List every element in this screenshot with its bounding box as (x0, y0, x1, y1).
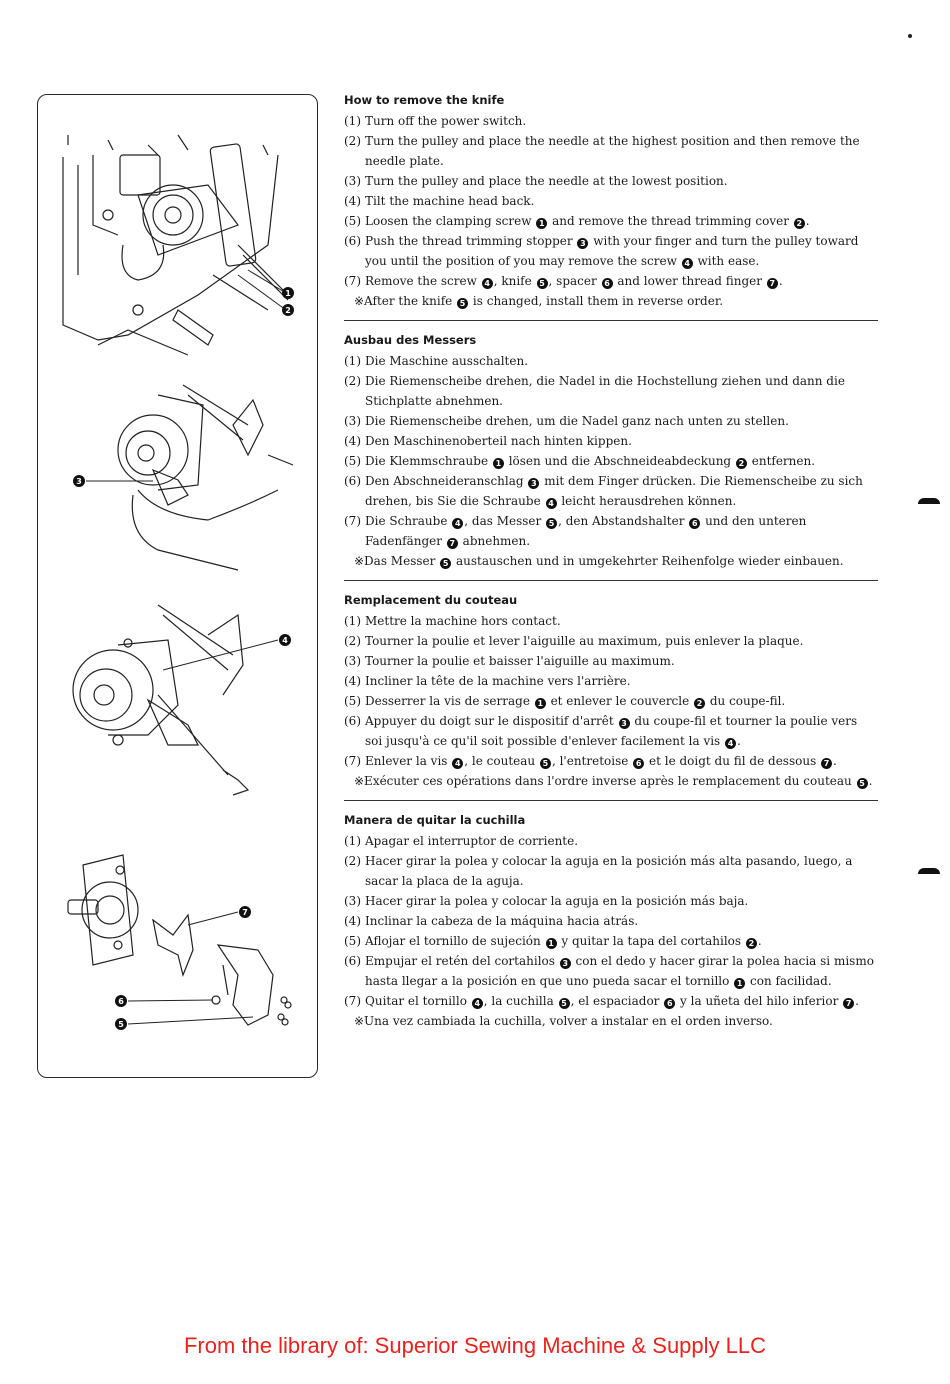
list-item: (5) Desserrer la vis de serrage 1 et enlever le couvercle 2 du coupe-fil. (344, 694, 786, 708)
callout-badge: 7 (821, 758, 832, 769)
callout-badge: 5 (537, 278, 548, 289)
machine-illustration (38, 95, 319, 1079)
divider (344, 800, 878, 801)
list-item: (4) Tilt the machine head back. (344, 194, 535, 208)
section-german (344, 332, 878, 571)
callout-badge: 4 (725, 738, 736, 749)
callout-badge: 4 (452, 518, 463, 529)
list-item: (4) Inclinar la cabeza de la máquina hacia atrás. (344, 914, 639, 928)
callout-badge: 2 (794, 218, 805, 229)
svg-text:3: 3 (76, 477, 82, 486)
list-item: (2) Turn the pulley and place the needle at the highest position and then remove the needle plate. (344, 134, 860, 168)
list-item: (7) Quitar el tornillo 4 , la cuchilla 5 , el espaciador 6 y la uñeta del hilo inferior 7 . (344, 994, 859, 1008)
list-item: (7) Die Schraube 4 , das Messer 5 , den Abstandshalter 6 und den unteren Fadenfänger 7 abnehmen. (344, 514, 807, 548)
callout-badge: 3 (619, 718, 630, 729)
list-item: (3) Turn the pulley and place the needle at the lowest position. (344, 174, 728, 188)
svg-text:1: 1 (285, 289, 291, 298)
callout-badge: 2 (736, 458, 747, 469)
section-title: How to remove the knife (344, 93, 505, 107)
section-english (344, 92, 878, 311)
note: ※Una vez cambiada la cuchilla, volver a instalar en el orden inverso. (354, 1014, 773, 1028)
list-item: (6) Appuyer du doigt sur le dispositif d'arrêt 3 du coupe-fil et tourner la poulie vers soi jusqu'à ce qu'il soit possible d'enlever facilement la vis 4 . (344, 714, 858, 748)
list-item: (5) Aflojar el tornillo de sujeción 1 y quitar la tapa del cortahilos 2 . (344, 934, 762, 948)
section-spanish (344, 812, 878, 1031)
callout-badge: 3 (560, 958, 571, 969)
list-item: (7) Remove the screw 4 , knife 5 , spacer 6 and lower thread finger 7 . (344, 274, 783, 288)
scan-mark (918, 868, 940, 874)
callout-badge: 3 (577, 238, 588, 249)
section-title: Manera de quitar la cuchilla (344, 813, 526, 827)
callout-badge: 1 (535, 698, 546, 709)
note: ※Das Messer 5 austauschen und in umgekehrter Reihenfolge wieder einbauen. (354, 554, 844, 568)
list-item: (6) Den Abschneideranschlag 3 mit dem Finger drücken. Die Riemenscheibe zu sich drehen, bis Sie die Schraube 4 leicht herausdrehen können. (344, 474, 863, 508)
list-item: (4) Incliner la tête de la machine vers l'arrière. (344, 674, 631, 688)
section-title: Remplacement du couteau (344, 593, 518, 607)
callout-badge: 4 (472, 998, 483, 1009)
figure-screwdriver (73, 605, 248, 795)
callout-badge: 2 (746, 938, 757, 949)
list-item: (6) Empujar el retén del cortahilos 3 con el dedo y hacer girar la polea hacia si mismo hasta llegar a la posición en que uno pueda sacar el tornillo 1 con facilidad. (344, 954, 874, 988)
section-french (344, 592, 878, 791)
callout-badge: 5 (546, 518, 557, 529)
list-item: (1) Turn off the power switch. (344, 114, 527, 128)
callout-badge: 5 (559, 998, 570, 1009)
figure-hook-area (63, 135, 288, 355)
callout-badge: 6 (664, 998, 675, 1009)
list-item: (5) Die Klemmschraube 1 lösen und die Abschneideabdeckung 2 entfernen. (344, 454, 816, 468)
callout-badge: 7 (447, 538, 458, 549)
list-item: (5) Loosen the clamping screw 1 and remove the thread trimming cover 2 . (344, 214, 810, 228)
callout-badge: 5 (440, 558, 451, 569)
callout-badge: 5 (857, 778, 868, 789)
callout-badge: 4 (682, 258, 693, 269)
list-item: (1) Apagar el interruptor de corriente. (344, 834, 579, 848)
callout-badge: 1 (734, 978, 745, 989)
scan-mark (918, 498, 940, 504)
list-item: (6) Push the thread trimming stopper 3 with your finger and turn the pulley toward you until the position of you may remove the screw 4 with ease. (344, 234, 859, 268)
svg-text:7: 7 (242, 908, 248, 917)
list-item: (4) Den Maschinenoberteil nach hinten kippen. (344, 434, 632, 448)
list-item: (2) Hacer girar la polea y colocar la aguja en la posición más alta pasando, luego, a sacar la placa de la aguja. (344, 854, 853, 888)
instructions (344, 92, 878, 1031)
note: ※After the knife 5 is changed, install them in reverse order. (354, 294, 724, 308)
callout-badge: 2 (694, 698, 705, 709)
scan-mark (908, 34, 912, 38)
figure-exploded-parts (68, 855, 291, 1025)
note: ※Exécuter ces opérations dans l'ordre inverse après le remplacement du couteau 5 . (354, 774, 873, 788)
callout-badge: 4 (546, 498, 557, 509)
callout-badge: 1 (546, 938, 557, 949)
section-title: Ausbau des Messers (344, 333, 477, 347)
callout-badge: 5 (540, 758, 551, 769)
callout-badge: 6 (689, 518, 700, 529)
illustration-panel (37, 94, 318, 1078)
callout-badge: 7 (843, 998, 854, 1009)
list-item: (3) Hacer girar la polea y colocar la aguja en la posición más baja. (344, 894, 749, 908)
callout-badge: 3 (528, 478, 539, 489)
callout-badge: 1 (536, 218, 547, 229)
library-footer: From the library of: Superior Sewing Machine & Supply LLC (183, 1333, 767, 1358)
figure-finger-stopper (118, 385, 293, 570)
svg-text:5: 5 (118, 1020, 124, 1029)
list-item: (2) Die Riemenscheibe drehen, die Nadel in die Hochstellung ziehen und dann die Stichplatte abnehmen. (344, 374, 845, 408)
callout-badge: 6 (602, 278, 613, 289)
list-item: (1) Mettre la machine hors contact. (344, 614, 561, 628)
list-item: (3) Die Riemenscheibe drehen, um die Nadel ganz nach unten zu stellen. (344, 414, 789, 428)
callout-badge: 6 (633, 758, 644, 769)
callout-badge: 1 (493, 458, 504, 469)
callout-badge: 7 (767, 278, 778, 289)
svg-text:2: 2 (285, 306, 291, 315)
callout-badge: 4 (482, 278, 493, 289)
callout-badge: 5 (457, 298, 468, 309)
svg-text:4: 4 (282, 636, 288, 645)
callout-badge: 4 (452, 758, 463, 769)
list-item: (7) Enlever la vis 4 , le couteau 5 , l'entretoise 6 et le doigt du fil de dessous 7 . (344, 754, 837, 768)
list-item: (3) Tourner la poulie et baisser l'aiguille au maximum. (344, 654, 675, 668)
divider (344, 580, 878, 581)
divider (344, 320, 878, 321)
list-item: (1) Die Maschine ausschalten. (344, 354, 529, 368)
svg-text:6: 6 (118, 997, 124, 1006)
list-item: (2) Tourner la poulie et lever l'aiguille au maximum, puis enlever la plaque. (344, 634, 804, 648)
